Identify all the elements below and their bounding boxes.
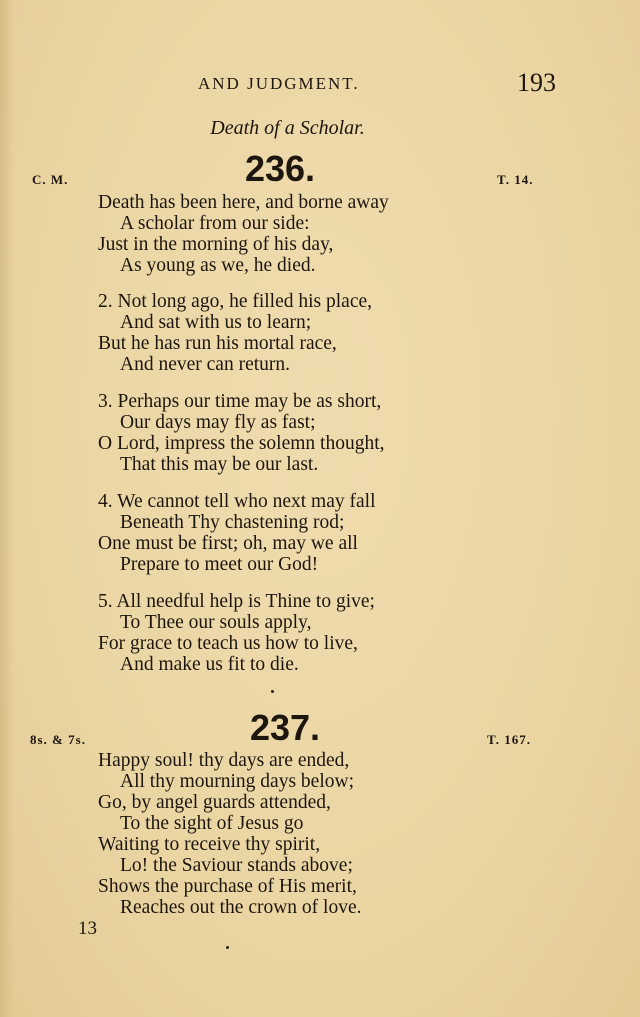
verse-line: Beneath Thy chastening rod;	[120, 512, 345, 533]
verse-line: To Thee our souls apply,	[120, 612, 312, 633]
verse-line: 3. Perhaps our time may be as short,	[98, 391, 382, 412]
verse-line: But he has run his mortal race,	[98, 333, 337, 354]
hymn-236-tune: T. 14.	[497, 172, 534, 187]
verse-line: One must be first; oh, may we all	[98, 533, 358, 554]
hymn-title: Death of a Scholar.	[210, 117, 365, 139]
page-number: 193	[517, 68, 556, 97]
hymn-237-tune: T. 167.	[487, 732, 531, 747]
verse-line: A scholar from our side:	[120, 213, 310, 234]
hymn-236-stanza-4	[98, 491, 376, 575]
hymn-236-stanza-2	[98, 291, 372, 375]
hymn-236-stanza-3	[98, 391, 385, 475]
verse-line: Just in the morning of his day,	[98, 234, 334, 255]
verse-line: Lo! the Saviour stands above;	[120, 855, 353, 876]
signature-mark: 13	[78, 918, 97, 939]
verse-line: 2. Not long ago, he filled his place,	[98, 291, 373, 312]
hymn-237-meter: 8s. & 7s.	[30, 732, 86, 747]
verse-line: For grace to teach us how to live,	[98, 633, 358, 654]
verse-line: And sat with us to learn;	[120, 312, 312, 333]
hymn-237-number: 237.	[249, 707, 321, 748]
verse-line: Prepare to meet our God!	[120, 554, 319, 575]
verse-line: To the sight of Jesus go	[120, 813, 304, 834]
running-head: AND JUDGMENT.	[198, 74, 360, 93]
print-speck	[271, 690, 274, 693]
verse-line: That this may be our last.	[120, 454, 319, 475]
verse-line: Waiting to receive thy spirit,	[98, 834, 321, 855]
verse-line: As young as we, he died.	[120, 255, 316, 276]
verse-line: 4. We cannot tell who next may fall	[98, 491, 376, 512]
print-speck	[226, 946, 229, 949]
verse-line: Our days may fly as fast;	[120, 412, 316, 433]
verse-line: Happy soul! thy days are ended,	[98, 750, 350, 771]
verse-line: 5. All needful help is Thine to give;	[98, 591, 375, 612]
verse-line: And never can return.	[120, 354, 291, 375]
verse-line: Shows the purchase of His merit,	[98, 876, 357, 897]
verse-line: O Lord, impress the solemn thought,	[98, 433, 385, 454]
hymn-236-number: 236.	[244, 148, 316, 189]
hymn-237-stanza-1	[98, 750, 362, 918]
page-edge-shadow	[0, 0, 14, 1017]
verse-line: Go, by angel guards attended,	[98, 792, 331, 813]
hymn-236-stanza-1	[98, 192, 389, 276]
verse-line: Death has been here, and borne away	[98, 192, 389, 213]
hymn-236-stanza-5	[98, 591, 375, 675]
hymn-236-meter: C. M.	[32, 172, 69, 187]
verse-line: Reaches out the crown of love.	[120, 897, 362, 918]
verse-line: And make us fit to die.	[120, 654, 299, 675]
verse-line: All thy mourning days below;	[120, 771, 354, 792]
